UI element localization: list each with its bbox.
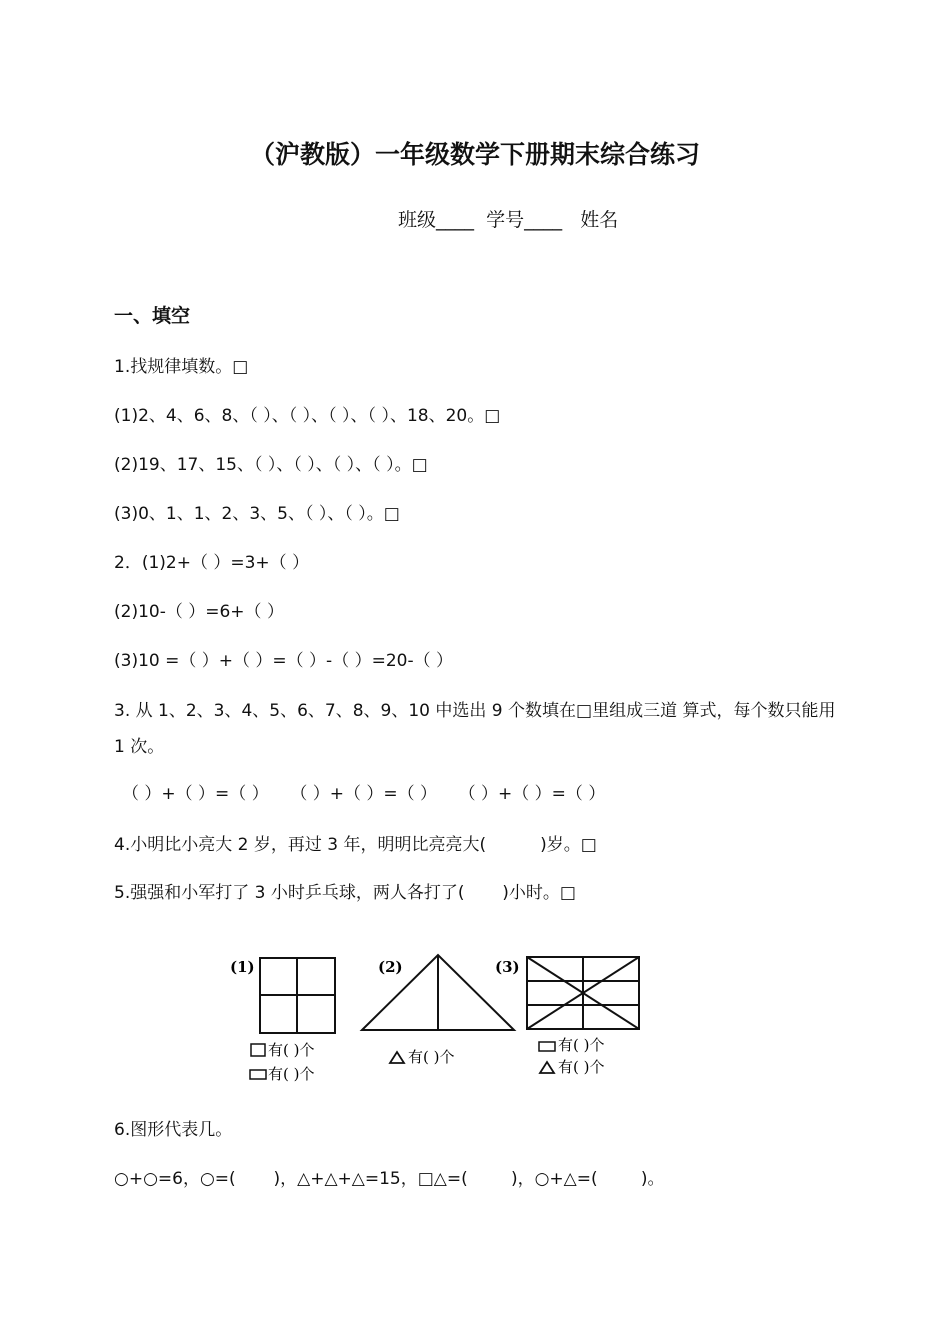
page-title: （沪教版）一年级数学下册期末综合练习 [249,140,700,169]
section-heading: 一、填空 [114,305,191,327]
figure-label-2: (2) [378,958,403,976]
figure-label-1: (1) [230,958,255,976]
divided-square-figure [260,958,335,1033]
fig3-triangle-count: 有( )个 [558,1058,605,1076]
question-2-part-3: (3)10 =（ ）+（ ）=（ ）-（ ）=20-（ ） [114,651,454,671]
question-1-part-2: (2)19、17、15、（ ）、（ ）、（ ）、（ ）。□ [114,455,428,475]
question-1: 1.找规律填数。□ [114,357,249,377]
rectangle-icon [539,1042,555,1051]
question-2-part-2: (2)10-（ ）=6+（ ） [114,602,284,622]
triangle-icon [390,1052,404,1063]
shapes-figure [0,940,950,1090]
fig3-square-count: 有( )个 [558,1036,605,1054]
question-6: 6.图形代表几。 [114,1120,233,1140]
question-4: 4.小明比小亮大 2 岁，再过 3 年，明明比亮亮大( )岁。□ [114,835,597,855]
question-5: 5.强强和小军打了 3 小时乒乓球，两人各打了( )小时。□ [114,883,576,903]
square-icon [251,1044,265,1056]
fig2-triangle-count: 有( )个 [408,1048,455,1066]
fig1-square-count: 有( )个 [268,1041,315,1059]
triangle-icon [540,1062,554,1073]
figure-label-3: (3) [495,958,520,976]
divided-rectangle-figure [527,957,639,1029]
question-1-part-1: (1)2、4、6、8、（ ）、（ ）、（ ）、（ ）、18、20。□ [114,406,501,426]
question-1-part-3: (3)0、1、1、2、3、5、（ ）、（ ）。□ [114,504,400,524]
rectangle-icon [250,1070,266,1079]
question-3: 3. 从 1、2、3、4、5、6、7、8、9、10 中选出 9 个数填在□里组成三道 算式，每个数只能用 1 次。 [114,701,836,757]
student-info-line: 班级____ 学号____ 姓名 [398,209,619,231]
question-2-part-1: 2．(1)2+（ ）=3+（ ） [114,553,310,573]
fig1-rect-count: 有( )个 [268,1065,315,1083]
question-3-equations: （ ）+（ ）=（ ） （ ）+（ ）=（ ） （ ）+（ ）=（ ） [122,784,606,804]
question-6-line: ○+○=6，○=( )，△+△+△=15，□△=( )，○+△=( )。 [114,1169,665,1189]
